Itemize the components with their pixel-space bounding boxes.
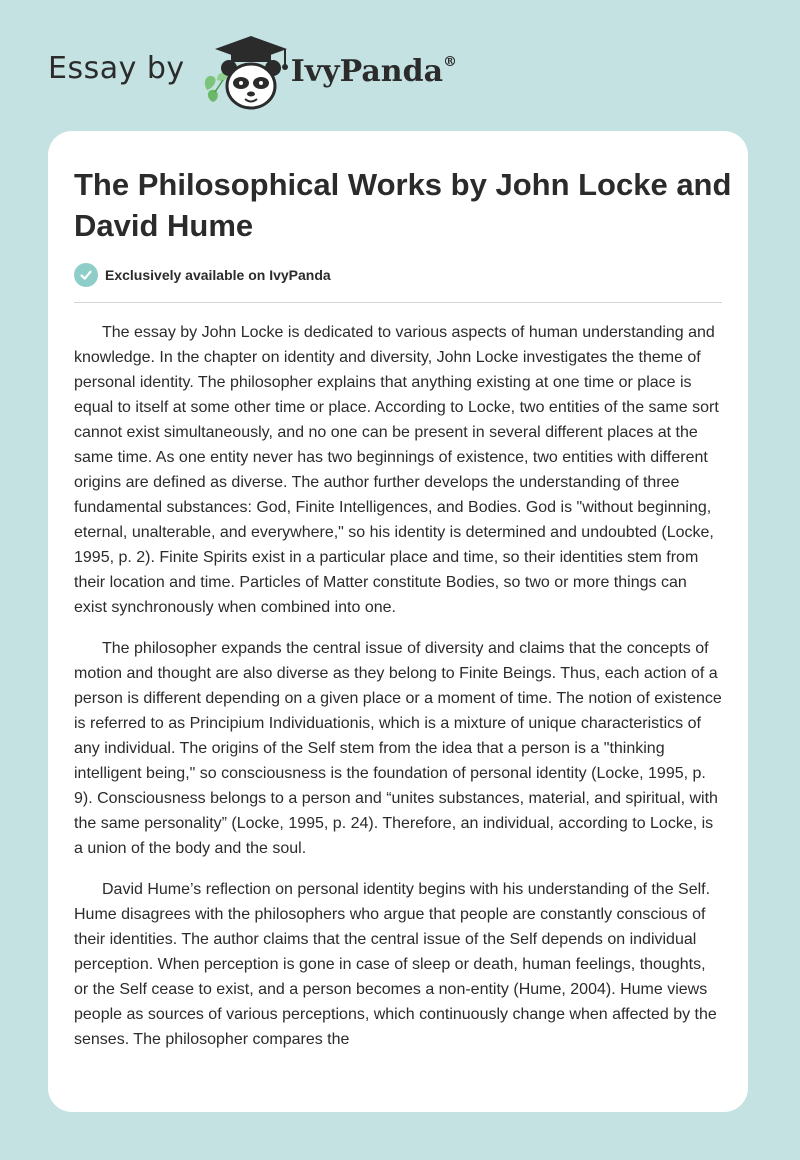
paragraph: David Hume’s reflection on personal identity begins with his understanding of the Self. Hume disagrees with the philosophers who argue that people are constantly conscious of their identities. The author claims that the central issue of the Self depends on individual perception. When perception is gone in case of sleep or death, human feelings, thoughts, or the Self cease to exist, and a person becomes a non-entity (Hume, 2004). Hume views people as sources of various perceptions, which continuously change when affected by the senses. The philosopher compares the [74, 881, 717, 1048]
brand-name: IvyPanda® [290, 53, 458, 89]
checkmark-icon [74, 263, 98, 287]
essay-body [74, 320, 724, 1100]
badge-label: Exclusively available on IvyPanda [105, 267, 331, 283]
essay-card [48, 131, 748, 1112]
registered-mark: ® [443, 53, 458, 70]
panda-logo-icon [199, 32, 289, 112]
exclusive-badge [74, 263, 331, 287]
essay-by-label: Essay by [48, 50, 185, 86]
page-title: The Philosophical Works by John Locke and David Hume [74, 167, 732, 243]
ivypanda-logo[interactable] [199, 32, 457, 112]
site-header [48, 32, 457, 112]
divider [74, 302, 722, 303]
paragraph: The philosopher expands the central issue of diversity and claims that the concepts of motion and thought are also diverse as they belong to Finite Beings. Thus, each action of a person is different depending on a given place or a moment of time. The notion of existence is referred to as Principium Individuationis, which is a mixture of unique characteristics of any individual. The origins of the Self stem from the idea that a person is a "thinking intelligent being," so consciousness is the foundation of personal identity (Locke, 1995, p. 9). Consciousness belongs to a person and “unites substances, material, and spiritual, with the same personality” (Locke, 1995, p. 24). Therefore, an individual, according to Locke, is a union of the body and the soul. [74, 640, 722, 857]
paragraph: The essay by John Locke is dedicated to various aspects of human understanding and knowledge. In the chapter on identity and diversity, John Locke investigates the theme of personal identity. The philosopher explains that anything existing at one time or place is equal to itself at some other time or place. According to Locke, two entities of the same sort cannot exist simultaneously, and no one can be present in several different places at the same time. As one entity never has two beginnings of existence, two entities with different origins are defined as diverse. The author further develops the understanding of three fundamental substances: God, Finite Intelligences, and Bodies. God is "without beginning, eternal, unalterable, and everywhere," so his identity is determined and undoubted (Locke, 1995, p. 2). Finite Spirits exist in a particular place and time, so their identities stem from their location and time. Particles of Matter constitute Bodies, so two or more things can exist synchronously when combined into one. [74, 324, 719, 616]
